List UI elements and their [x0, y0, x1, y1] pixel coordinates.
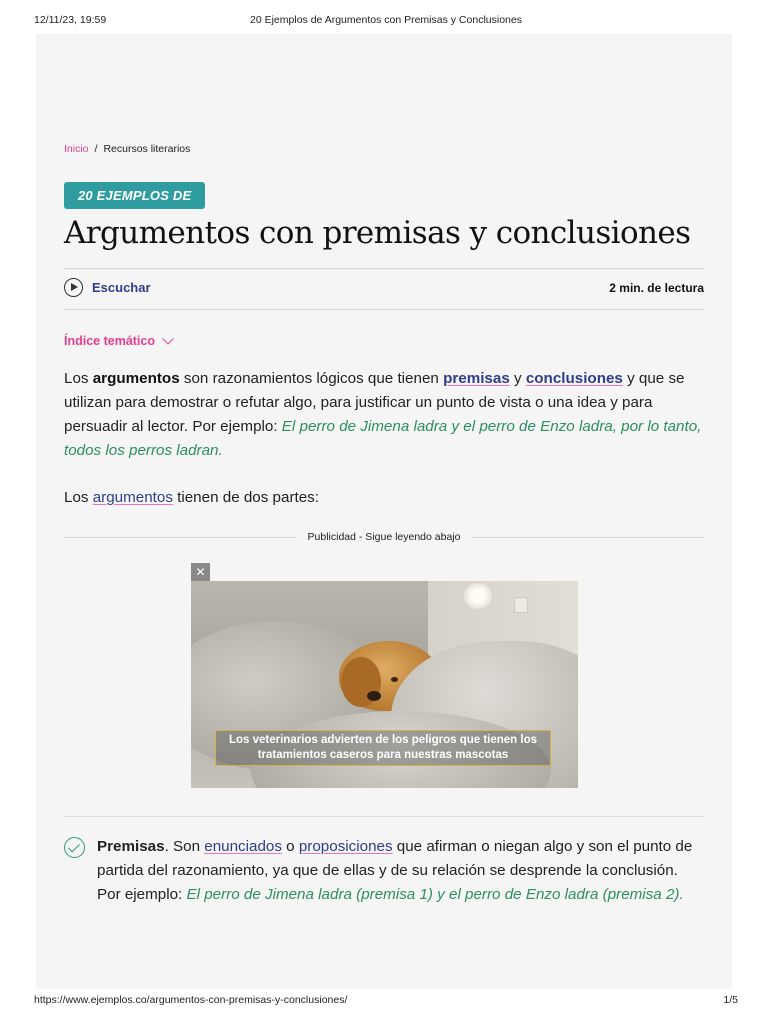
intro-example: El perro de Jimena ladra y el perro de Enzo ladra, por lo tanto, todos los perros ladran. — [64, 418, 702, 459]
breadcrumb-current: Recursos literarios — [103, 143, 191, 155]
ad-label — [64, 531, 704, 543]
print-doc-title: 20 Ejemplos de Argumentos con Premisas y Conclusiones — [250, 14, 522, 26]
divider-bottom — [64, 309, 704, 310]
breadcrumb-separator: / — [94, 143, 98, 155]
divider-ad — [64, 816, 704, 817]
print-datetime: 12/11/23, 19:59 — [34, 14, 107, 26]
link-argumentos[interactable]: argumentos — [92, 489, 173, 506]
print-url: https://www.ejemplos.co/argumentos-con-premisas-y-conclusiones/ — [34, 994, 348, 1006]
ad-outlet — [514, 597, 528, 613]
listen-button[interactable] — [64, 278, 151, 297]
link-premisas[interactable]: premisas — [443, 370, 510, 387]
link-proposiciones[interactable]: proposiciones — [298, 838, 393, 855]
keyword-premisas: Premisas — [97, 838, 165, 855]
intro-paragraph: Los argumentos son razonamientos lógicos que tienen premisas y conclusiones y que se utilizan para demostrar o refutar algo, para justificar un punto de vista o una idea y para persuadir al lector. Por ejemplo: El perro de Jimena ladra y el perro de Enzo ladra, por lo tanto, todos los perros ladran. — [64, 370, 702, 459]
link-conclusiones[interactable]: conclusiones — [525, 370, 623, 387]
play-icon — [64, 278, 83, 297]
divider-top — [64, 268, 704, 269]
listen-label: Escuchar — [92, 280, 151, 295]
breadcrumb — [64, 143, 190, 155]
ad-caption: Los veterinarios advierten de los peligros que tienen los tratamientos caseros para nuestras mascotas — [215, 730, 551, 766]
ad-dog-eye — [391, 677, 398, 682]
chevron-down-icon — [162, 333, 173, 344]
print-header — [34, 14, 738, 30]
parts-paragraph: Los argumentos tienen de dos partes: — [64, 489, 319, 506]
topic-index-label: Índice temático — [64, 334, 155, 348]
topic-index-toggle[interactable] — [64, 334, 172, 348]
print-footer — [34, 994, 738, 1010]
premise-example: El perro de Jimena ladra (premisa 1) y el perro de Enzo ladra (premisa 2). — [186, 886, 684, 903]
ad-dog-nose — [367, 691, 381, 701]
category-badge: 20 EJEMPLOS DE — [64, 182, 205, 209]
ad-label-line-right — [472, 537, 704, 538]
breadcrumb-home-link[interactable]: Inicio — [64, 143, 89, 155]
print-page-number: 1/5 — [723, 994, 738, 1006]
ad-video[interactable] — [191, 581, 578, 788]
read-time: 2 min. de lectura — [609, 281, 704, 295]
ad-lamp — [464, 583, 492, 609]
keyword-argumentos: argumentos — [92, 370, 180, 387]
ad-label-text: Publicidad - Sigue leyendo abajo — [307, 531, 461, 543]
page-title: Argumentos con premisas y conclusiones — [64, 215, 691, 251]
premise-paragraph: Premisas. Son enunciados o proposiciones que afirman o niegan algo y son el punto de partida del razonamiento, ya que de ellas y de su relación se desprende la conclusión. Por ejemplo: El perro de Jimena ladra (premisa 1) y el perro de Enzo ladra (premisa 2). — [97, 838, 693, 903]
link-enunciados[interactable]: enunciados — [204, 838, 282, 855]
article-page — [36, 34, 732, 989]
check-circle-icon — [64, 837, 85, 858]
ad-close-button[interactable]: ✕ — [191, 563, 210, 581]
ad-label-line-left — [64, 537, 296, 538]
